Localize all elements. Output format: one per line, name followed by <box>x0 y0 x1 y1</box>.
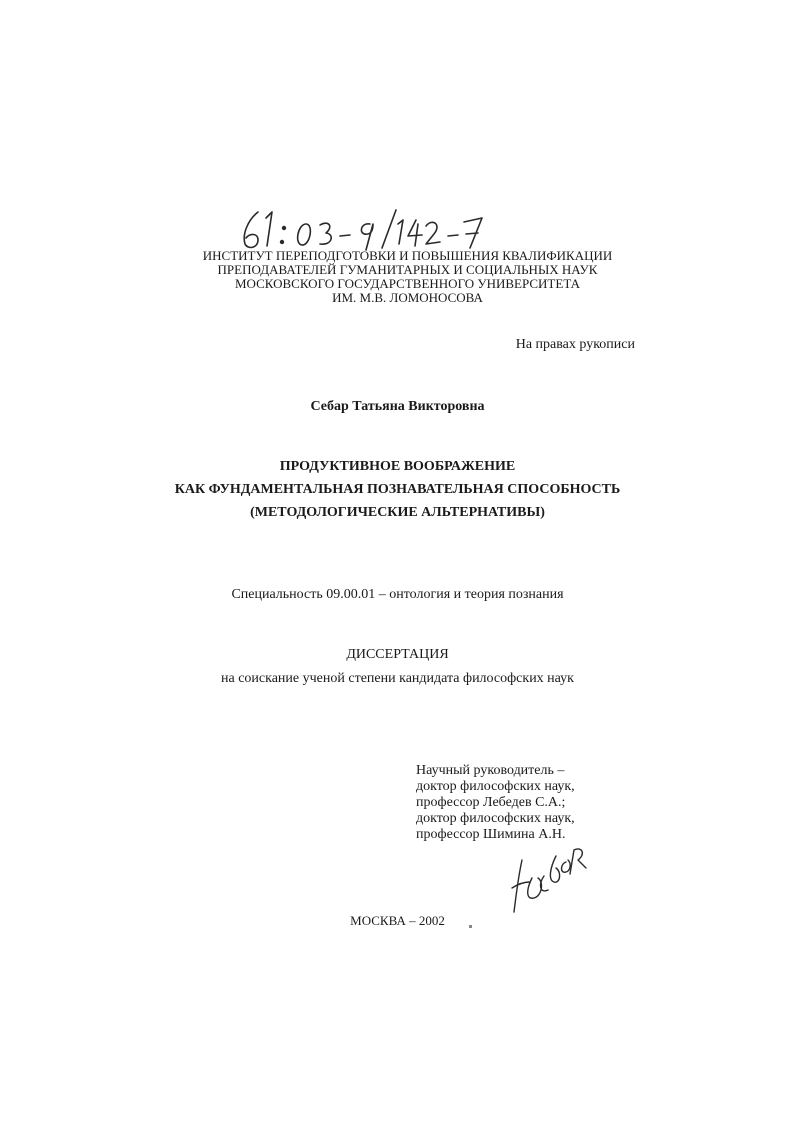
institution-header <box>10 249 795 305</box>
institution-line: ПРЕПОДАВАТЕЛЕЙ ГУМАНИТАРНЫХ И СОЦИАЛЬНЫХ НАУК <box>217 262 598 277</box>
supervisor-line: доктор философских наук, <box>416 779 575 794</box>
author-name: Себар Татьяна Викторовна <box>310 399 485 414</box>
supervisor-line: доктор философских наук, <box>416 811 575 826</box>
degree-line: на соискание ученой степени кандидата философских наук <box>221 671 574 686</box>
supervisor-line: профессор Лебедев С.А.; <box>416 795 566 810</box>
supervisor-block <box>416 763 575 843</box>
institution-line: ИНСТИТУТ ПЕРЕПОДГОТОВКИ И ПОВЫШЕНИЯ КВАЛИФИКАЦИИ <box>202 248 613 263</box>
institution-line: МОСКОВСКОГО ГОСУДАРСТВЕННОГО УНИВЕРСИТЕТА <box>234 276 580 291</box>
city-year: МОСКВА – 2002 <box>350 913 445 928</box>
title-line: (МЕТОДОЛОГИЧЕСКИЕ АЛЬТЕРНАТИВЫ) <box>250 505 545 520</box>
scan-speck <box>469 925 472 928</box>
title-line: ПРОДУКТИВНОЕ ВООБРАЖЕНИЕ <box>279 459 516 474</box>
specialty-line: Специальность 09.00.01 – онтология и теория познания <box>231 587 564 602</box>
dissertation-label: ДИССЕРТАЦИЯ <box>346 647 449 662</box>
manuscript-note: На правах рукописи <box>515 337 635 352</box>
dissertation-title <box>0 455 795 524</box>
title-line: КАК ФУНДАМЕНТАЛЬНАЯ ПОЗНАВАТЕЛЬНАЯ СПОСОБНОСТЬ <box>174 482 621 497</box>
supervisor-line: Научный руководитель – <box>416 763 565 778</box>
supervisor-line: профессор Шимина А.Н. <box>416 827 566 842</box>
handwritten-signature-icon <box>508 838 590 916</box>
handwritten-archive-code <box>236 206 566 252</box>
institution-line: ИМ. М.В. ЛОМОНОСОВА <box>332 290 483 305</box>
